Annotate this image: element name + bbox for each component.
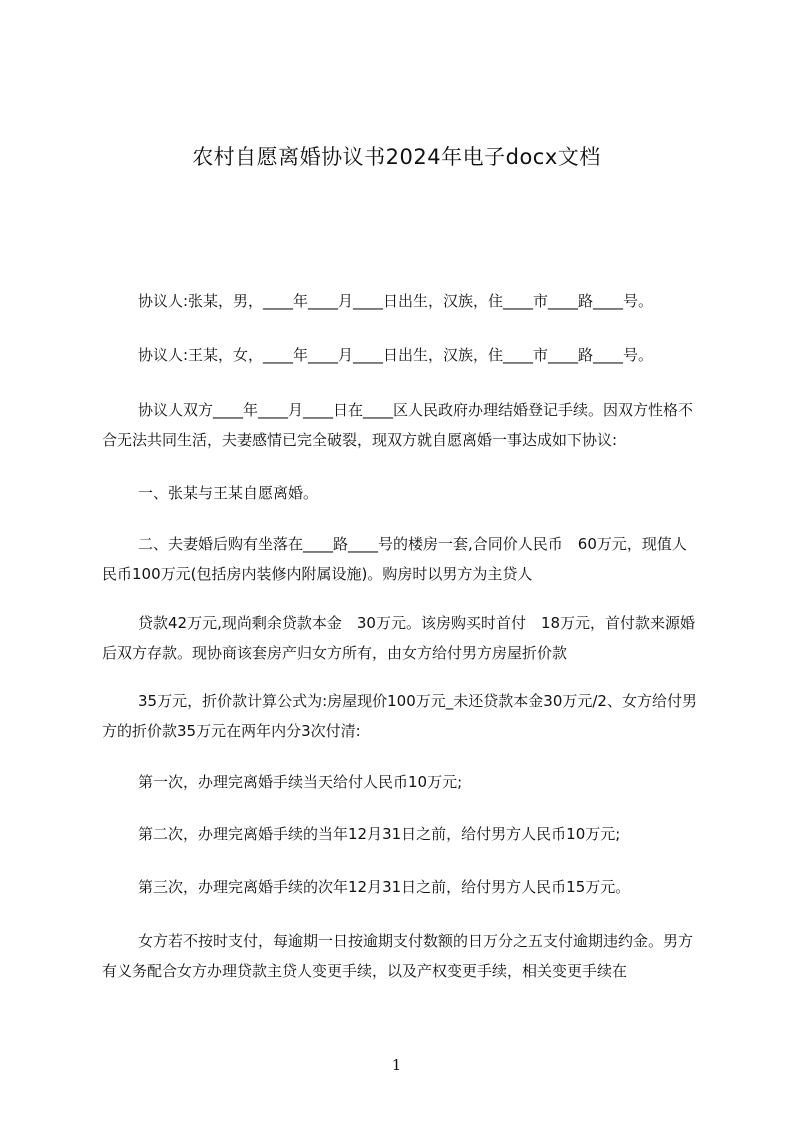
page-number: 1 [391,1056,402,1074]
paragraph-clause-two-property: 二、夫妻婚后购有坐落在____路____号的楼房一套,合同价人民币 60万元，现值人民币100万元(包括房内装修内附属设施)。购房时以男方为主贷人 [102,535,687,583]
paragraph-compensation-formula: 35万元，折价款计算公式为:房屋现价100万元_未还贷款本金30万元/2、女方给付男方的折价款35万元在两年内分3次付清: [102,692,697,740]
paragraph-late-payment-penalty: 女方若不按时支付，每逾期一日按逾期支付数额的日万分之五支付逾期违约金。男方有义务配合女方办理贷款主贷人变更手续，以及产权变更手续，相关变更手续在 [102,932,694,980]
paragraph-loan-details: 贷款42万元,现尚剩余贷款本金 30万元。该房购买时首付 18万元，首付款来源婚后双方存款。现协商该套房产归女方所有，由女方给付男方房屋折价款 [102,614,696,662]
paragraph-party-wang: 协议人:王某，女，____年____月____日出生，汉族，住____市____路____号。 [138,346,654,364]
paragraph-party-zhang: 协议人:张某，男，____年____月____日出生，汉族，住____市____路____号。 [138,292,654,310]
document-title: 农村自愿离婚协议书2024年电子docx文档 [192,145,601,169]
paragraph-first-payment: 第一次，办理完离婚手续当天给付人民币10万元; [138,773,463,791]
paragraph-second-payment: 第二次，办理完离婚手续的当年12月31日之前，给付男方人民币10万元; [138,825,621,843]
paragraph-third-payment: 第三次，办理完离婚手续的次年12月31日之前，给付男方人民币15万元。 [138,878,631,896]
paragraph-marriage-registration: 协议人双方____年____月____日在____区人民政府办理结婚登记手续。因双方性格不合无法共同生活，夫妻感情已完全破裂，现双方就自愿离婚一事达成如下协议: [102,401,694,449]
paragraph-clause-one: 一、张某与王某自愿离婚。 [138,484,319,502]
